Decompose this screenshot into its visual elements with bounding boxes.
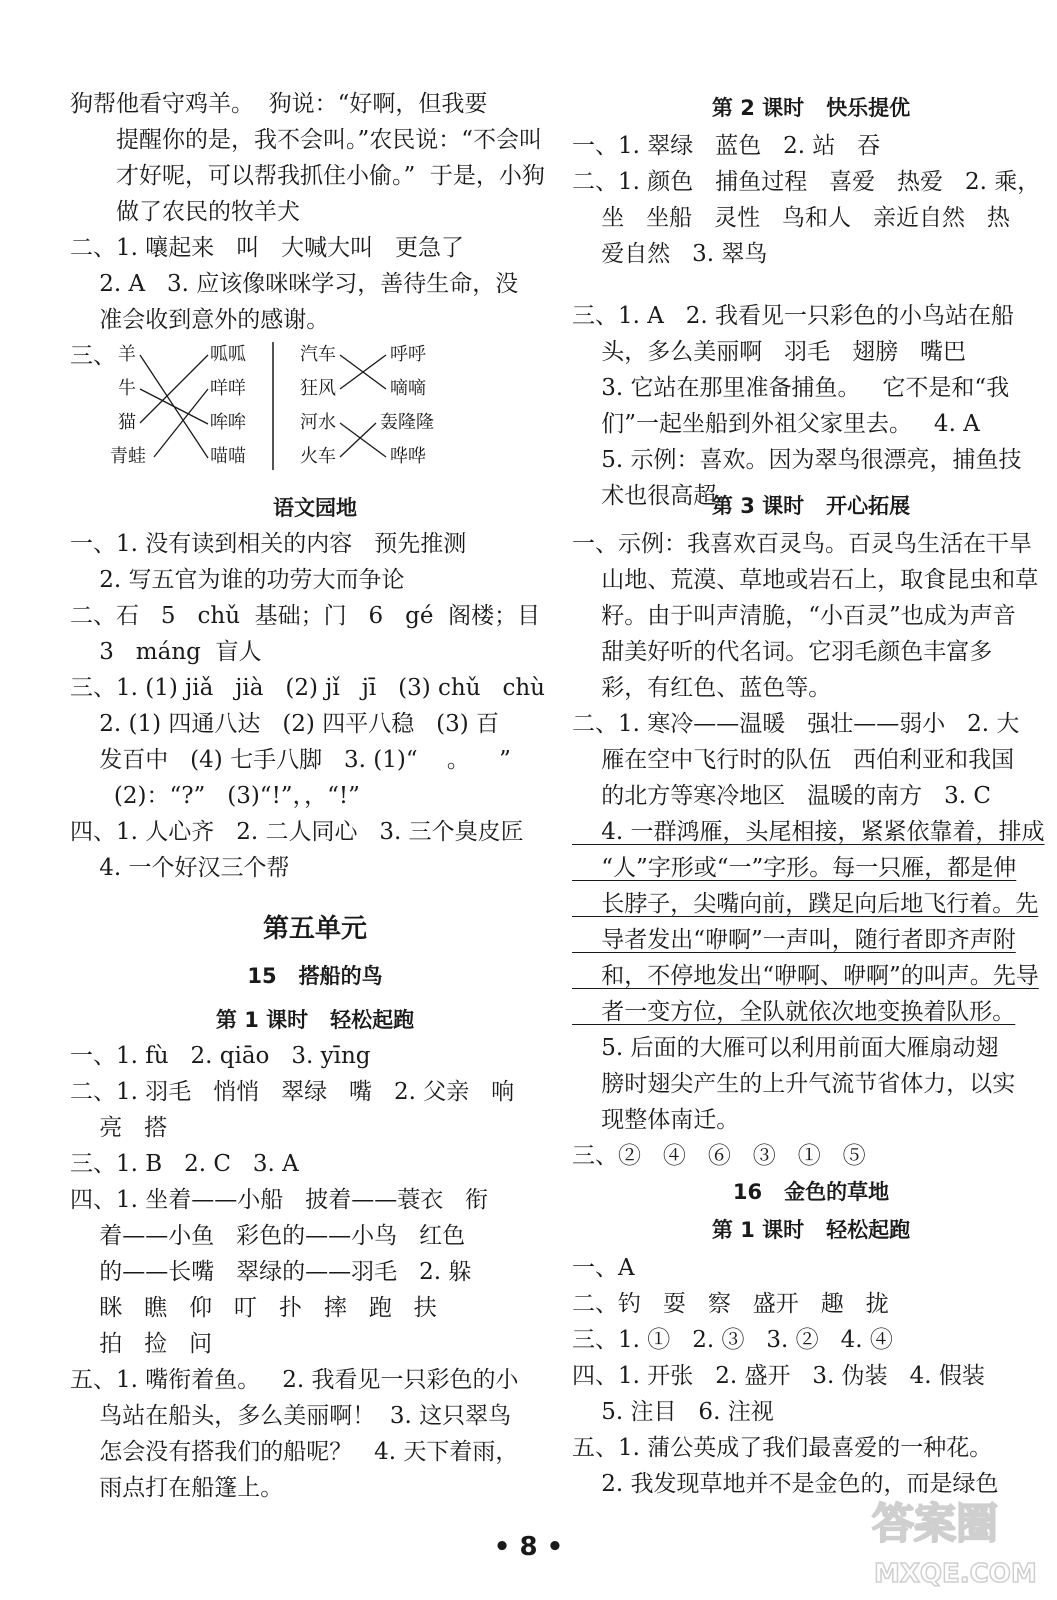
- text-line: 膀时翅尖产生的上升气流节省体力，以实: [572, 1071, 1016, 1097]
- text-line: 提醒你的是，我不会叫。”农民说：“不会叫: [116, 127, 543, 153]
- underlined-line: 长脖子，尖嘴向前，蹼足向后地飞行着。先: [572, 891, 1039, 917]
- text-line: 二、1. 寒冷——温暖 强壮——弱小 2. 大: [572, 711, 1020, 737]
- text-line: 头，多么美丽啊 羽毛 翅膀 嘴巴: [572, 339, 967, 365]
- text-line: 2. A 3. 应该像咪咪学习，善待生命，没: [70, 271, 519, 297]
- text-line: 鸟站在船头，多么美丽啊！ 3. 这只翠鸟: [70, 1403, 512, 1429]
- text-line: 山地、荒漠、草地或岩石上，取食昆虫和草: [572, 567, 1039, 593]
- page-number: • 8 •: [493, 1532, 564, 1562]
- text-line: 三、1. ① 2. ③ 3. ② 4. ④: [572, 1327, 893, 1353]
- text-line: 的——长嘴 翠绿的——羽毛 2. 躲: [70, 1259, 472, 1285]
- underlined-line: 4. 一群鸿雁，头尾相接，紧紧依靠着，排成: [572, 819, 1045, 845]
- text-line: 2. (1) 四通八达 (2) 四平八稳 (3) 百: [70, 711, 500, 737]
- text-line: 5. 示例：喜欢。因为翠鸟很漂亮，捕鱼技: [572, 447, 1022, 473]
- match-word: 哞哞: [210, 412, 246, 433]
- underlined-line: 者一变方位，全队就依次地变换着队形。: [572, 999, 1016, 1025]
- match-word: 河水: [300, 412, 336, 433]
- text-line: 爱自然 3. 翠鸟: [572, 241, 768, 267]
- text-line: 5. 后面的大雁可以利用前面大雁扇动翅: [572, 1035, 999, 1061]
- text-line: 五、1. 蒲公英成了我们最喜爱的一种花。: [572, 1435, 993, 1461]
- match-line: [140, 355, 208, 423]
- unit-title: 第五单元: [262, 914, 367, 944]
- text-line: 二、石 5 chǔ 基础；门 6 gé 阁楼；目: [70, 603, 541, 629]
- text-line: 的北方等寒冷地区 温暖的南方 3. C: [572, 783, 991, 809]
- text-line: 三、② ④ ⑥ ③ ① ⑤: [572, 1143, 866, 1169]
- text-line: 甜美好听的代名词。它羽毛颜色丰富多: [572, 639, 993, 665]
- text-line: 三、1. B 2. C 3. A: [70, 1151, 299, 1177]
- text-line: 4. 一个好汉三个帮: [70, 855, 290, 881]
- period-title: 第 3 课时 开心拓展: [711, 494, 911, 518]
- text-line: 三、1. A 2. 我看见一只彩色的小鸟站在船: [572, 303, 1015, 329]
- text-line: 一、1. fù 2. qiāo 3. yīng: [70, 1043, 371, 1069]
- text-line: 四、1. 坐着——小船 披着——蓑衣 衔: [70, 1187, 489, 1213]
- text-line: 怎会没有搭我们的船呢？ 4. 天下着雨，: [70, 1439, 519, 1465]
- text-line: 狗帮他看守鸡羊。 狗说：“好啊，但我要: [70, 91, 488, 117]
- match-line: [340, 423, 386, 457]
- svg-text:MXQE.COM: MXQE.COM: [874, 1559, 1037, 1589]
- svg-text:答案圈: 答案圈: [872, 1499, 999, 1548]
- text-line: 四、1. 开张 2. 盛开 3. 伪装 4. 假装: [572, 1363, 985, 1389]
- text-line: 三、1. (1) jiǎ jià (2) jǐ jī (3) chǔ chù: [70, 675, 545, 701]
- text-line: 术也很高超。: [572, 483, 740, 509]
- match-word: 猫: [118, 412, 136, 433]
- text-line: 发百中 (4) 七手八脚 3. (1)“ 。 ”: [70, 747, 511, 773]
- lesson-title: 15 搭船的鸟: [247, 964, 383, 988]
- section-label: 三、: [70, 343, 116, 369]
- text-line: 们”一起坐船到外祖父家里去。 4. A: [572, 411, 980, 437]
- text-line: 一、1. 没有读到相关的内容 预先推测: [70, 531, 467, 557]
- text-line: 2. 我发现草地并不是金色的，而是绿色: [572, 1471, 999, 1497]
- match-word: 汽车: [300, 344, 336, 365]
- match-word: 狂风: [300, 378, 336, 399]
- text-line: 着——小鱼 彩色的——小鸟 红色: [70, 1223, 466, 1249]
- text-line: (2)：“?” (3)“!”，，“!”: [70, 783, 360, 809]
- lesson-title: 16 金色的草地: [732, 1180, 890, 1204]
- text-line: 3 máng 盲人: [70, 639, 262, 665]
- period-title: 第 2 课时 快乐提优: [711, 96, 911, 120]
- match-word: 呱呱: [210, 344, 246, 365]
- text-line: 彩，有红色、蓝色等。: [572, 675, 832, 701]
- text-line: 雨点打在船篷上。: [70, 1475, 284, 1501]
- match-word: 哗哗: [390, 446, 426, 467]
- text-line: 才好呢，可以帮我抓住小偷。” 于是，小狗: [116, 163, 545, 189]
- match-word: 呼呼: [390, 344, 426, 365]
- text-line: 做了农民的牧羊犬: [116, 199, 300, 225]
- match-word: 嘀嘀: [390, 378, 426, 399]
- match-word: 火车: [300, 446, 336, 467]
- text-line: 眯 瞧 仰 叮 扑 摔 跑 扶: [70, 1295, 437, 1321]
- text-line: 3. 它站在那里准备捕鱼。 它不是和“我: [572, 375, 1010, 401]
- text-line: 拍 捡 问: [70, 1331, 213, 1357]
- underlined-line: 导者发出“咿啊”一声叫，随行者即齐声附: [572, 927, 1016, 953]
- text-line: 一、示例：我喜欢百灵鸟。百灵鸟生活在干旱: [572, 531, 1032, 557]
- text-line: 四、1. 人心齐 2. 二人同心 3. 三个臭皮匠: [70, 819, 524, 845]
- text-line: 一、1. 翠绿 蓝色 2. 站 吞: [572, 133, 881, 159]
- text-line: 2. 写五官为谁的功劳大而争论: [70, 567, 405, 593]
- text-line: 二、1. 嚷起来 叫 大喊大叫 更急了: [70, 235, 465, 261]
- match-word: 青蛙: [110, 446, 146, 467]
- match-word: 喵喵: [210, 446, 246, 467]
- underlined-line: “人”字形或“一”字形。每一只雁，都是伸: [572, 855, 1017, 881]
- match-word: 牛: [118, 378, 136, 399]
- match-word: 羊: [118, 344, 136, 365]
- text-line: 5. 注目 6. 注视: [572, 1399, 774, 1425]
- match-word: 咩咩: [210, 378, 246, 399]
- text-line: 现整体南迁。: [572, 1107, 740, 1133]
- text-line: 坐 坐船 灵性 鸟和人 亲近自然 热: [572, 205, 1010, 231]
- text-line: 雁在空中飞行时的队伍 西伯利亚和我国: [572, 747, 1015, 773]
- matching-lines: [70, 340, 560, 475]
- watermark-logo: [860, 1488, 1050, 1598]
- section-heading: 语文园地: [273, 496, 357, 520]
- text-line: 籽。由于叫声清脆，“小百灵”也成为声音: [572, 603, 1016, 629]
- underlined-line: 和，不停地发出“咿啊、咿啊”的叫声。先导: [572, 963, 1039, 989]
- text-line: 亮 搭: [70, 1115, 168, 1141]
- text-line: 二、1. 羽毛 悄悄 翠绿 嘴 2. 父亲 响: [70, 1079, 515, 1105]
- text-line: 一、A: [572, 1255, 635, 1281]
- match-line: [340, 423, 376, 457]
- text-line: 二、1. 颜色 捕鱼过程 喜爱 热爱 2. 乘，: [572, 169, 1041, 195]
- text-line: 准会收到意外的感谢。: [70, 307, 330, 333]
- period-title: 第 1 课时 轻松起跑: [711, 1218, 911, 1242]
- match-line: [140, 389, 208, 424]
- matching-exercise: [70, 340, 560, 475]
- match-word: 轰隆隆: [380, 412, 434, 433]
- period-title: 第 1 课时 轻松起跑: [215, 1008, 415, 1032]
- text-line: 二、钓 耍 察 盛开 趣 拢: [572, 1291, 889, 1317]
- text-line: 五、1. 嘴衔着鱼。 2. 我看见一只彩色的小: [70, 1367, 519, 1393]
